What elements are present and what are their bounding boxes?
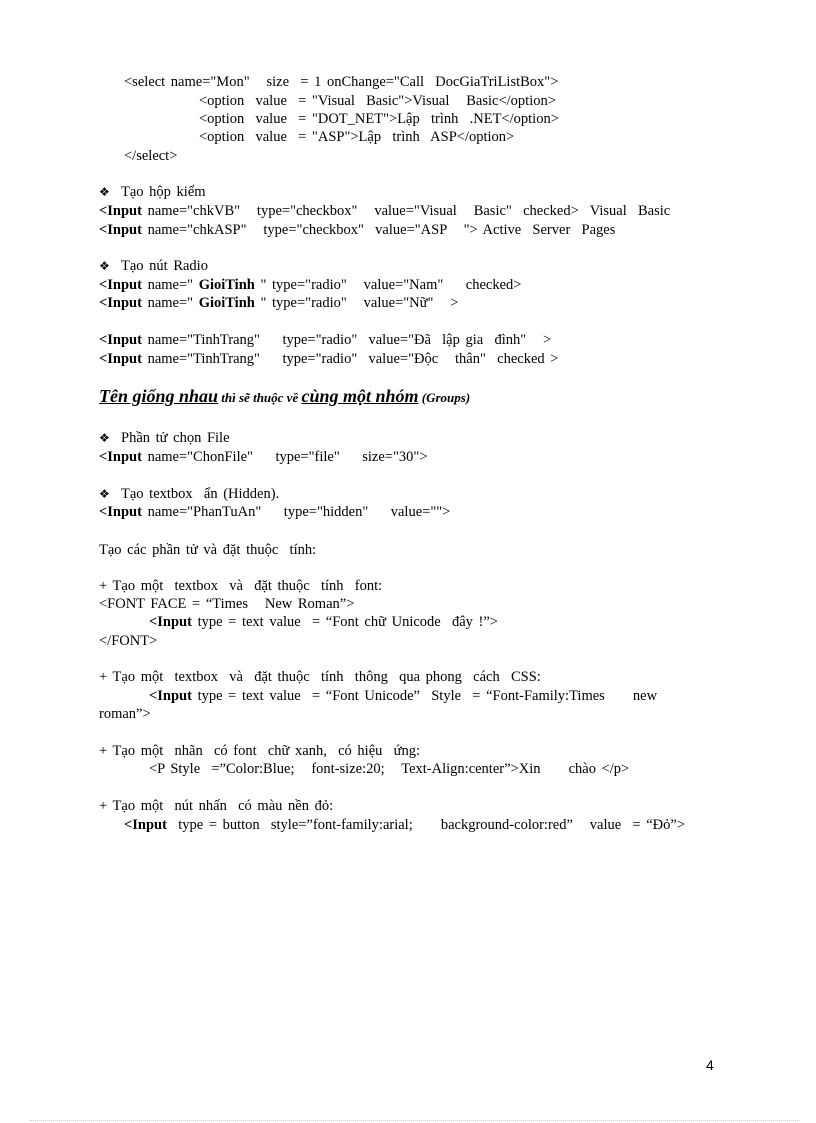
footer-divider (30, 1120, 800, 1121)
button-input-line: <Input type = button style=”font-family:arial; background-color:red” value = “Đỏ”> (124, 817, 686, 833)
file-input-line: <Input name="ChonFile" type="file" size="30"> (99, 449, 428, 465)
css-section-title: + Tạo một textbox và đặt thuộc tính thông qua phong cách CSS: (99, 669, 541, 685)
font-close-tag: </FONT> (99, 633, 158, 649)
file-section-title: ❖ Phần tử chọn File (99, 430, 230, 446)
font-input-line: <Input type = text value = “Font chữ Unicode đây !”> (149, 614, 498, 630)
groups-heading: Tên giống nhau thì sẽ thuộc về cùng một nhóm (Groups) (99, 386, 471, 406)
diamond-bullet-icon: ❖ (99, 487, 110, 501)
diamond-bullet-icon: ❖ (99, 431, 110, 445)
font-open-tag: <FONT FACE = “Times New Roman”> (99, 596, 355, 612)
select-close-line: </select> (124, 148, 178, 164)
select-option-asp: <option value = "ASP">Lập trình ASP</option> (199, 129, 515, 145)
select-option-dotnet: <option value = "DOT_NET">Lập trình .NET</option> (199, 111, 559, 127)
label-code-line: <P Style =”Color:Blue; font-size:20; Text-Align:center”>Xin chào </p> (149, 761, 630, 777)
diamond-bullet-icon: ❖ (99, 259, 110, 273)
label-section-title: + Tạo một nhãn có font chữ xanh, có hiệu ứng: (99, 743, 421, 759)
select-option-visual-basic: <option value = "Visual Basic">Visual Basic</option> (199, 93, 556, 109)
properties-intro: Tạo các phần tử và đặt thuộc tính: (99, 542, 317, 558)
font-section-title: + Tạo một textbox và đặt thuộc tính font: (99, 578, 383, 594)
checkbox-line-vb: <Input name="chkVB" type="checkbox" value="Visual Basic" checked> Visual Basic (99, 203, 671, 219)
hidden-input-line: <Input name="PhanTuAn" type="hidden" value=""> (99, 504, 451, 520)
radio-section-title: ❖ Tạo nút Radio (99, 258, 208, 274)
radio-line-single: <Input name="TinhTrang" type="radio" value="Độc thân" checked > (99, 351, 559, 367)
radio-line-nu: <Input name=" GioiTinh " type="radio" value="Nữ" > (99, 295, 459, 311)
css-input-continuation: roman”> (99, 706, 151, 722)
button-section-title: + Tạo một nút nhấn có màu nền đỏ: (99, 798, 334, 814)
radio-line-married: <Input name="TinhTrang" type="radio" value="Đã lập gia đình" > (99, 332, 552, 348)
hidden-section-title: ❖ Tạo textbox ẩn (Hidden). (99, 486, 280, 502)
css-input-line: <Input type = text value = “Font Unicode” Style = “Font-Family:Times new (149, 688, 658, 704)
checkbox-line-asp: <Input name="chkASP" type="checkbox" value="ASP "> Active Server Pages (99, 222, 616, 238)
page-number: 4 (706, 1057, 714, 1073)
checkbox-section-title: ❖ Tạo hộp kiểm (99, 184, 206, 200)
diamond-bullet-icon: ❖ (99, 185, 110, 199)
radio-line-nam: <Input name=" GioiTinh " type="radio" value="Nam" checked> (99, 277, 522, 293)
select-open-line: <select name="Mon" size = 1 onChange="Call DocGiaTriListBox"> (124, 74, 559, 90)
